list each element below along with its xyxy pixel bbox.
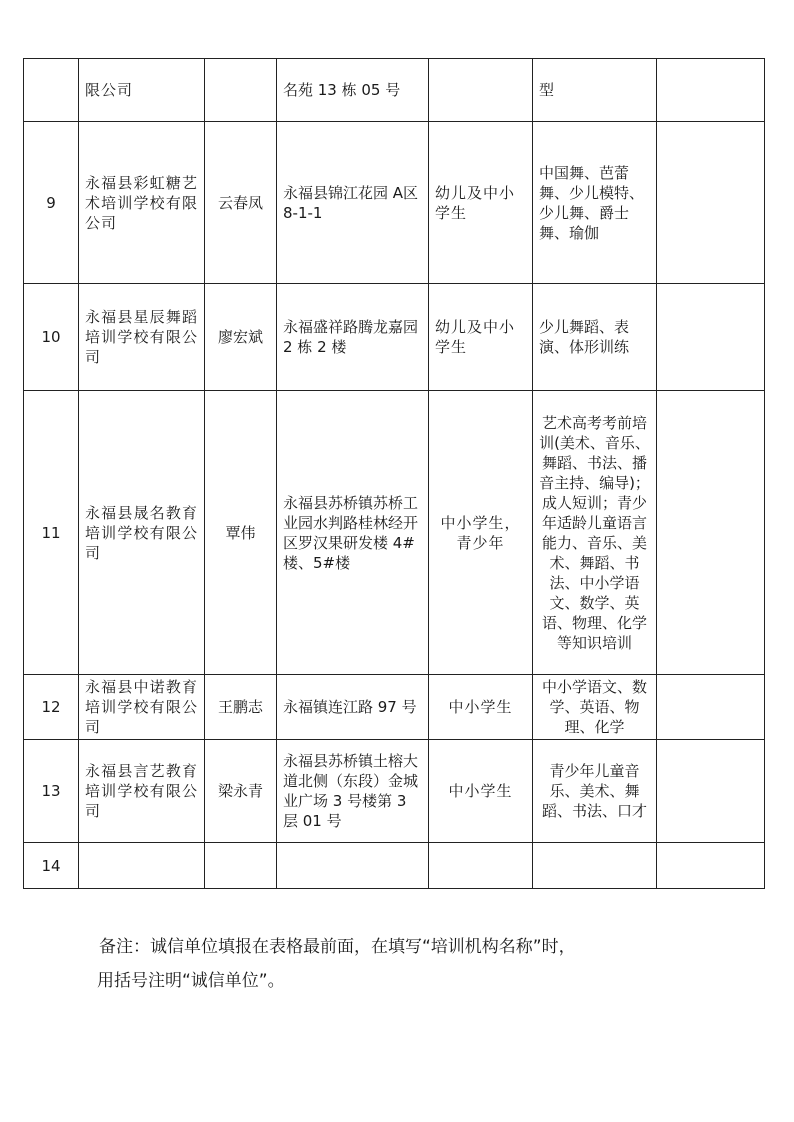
course-content: 青少年儿童音乐、美术、舞蹈、书法、口才 [533,740,657,843]
legal-person: 王鹏志 [205,675,277,740]
institution-name: 永福县晟名教育培训学校有限公司 [79,391,205,675]
legal-person: 梁永青 [205,740,277,843]
course-content: 少儿舞蹈、表演、体形训练 [533,284,657,391]
table-row [24,59,765,122]
row-number: 14 [24,843,79,889]
row-number: 10 [24,284,79,391]
footnote-line-1: 备注：诚信单位填报在表格最前面，在填写“培训机构名称”时， [99,937,576,957]
institution-address: 名苑 13 栋 05 号 [277,59,429,122]
footnote [99,930,699,998]
institution-address [277,843,429,889]
course-content: 中国舞、芭蕾舞、少儿模特、少儿舞、爵士舞、瑜伽 [533,122,657,284]
footnote-line-2: 用括号注明“诚信单位”。 [97,971,285,991]
institution-name: 永福县星辰舞蹈培训学校有限公司 [79,284,205,391]
legal-person: 覃伟 [205,391,277,675]
course-content: 中小学语文、数学、英语、物理、化学 [533,675,657,740]
course-content: 艺术高考考前培训(美术、音乐、舞蹈、书法、播音主持、编导)；成人短训；青少年适龄儿童语言能力、音乐、美术、舞蹈、书法、中小学语文、数学、英语、物理、化学等知识培训 [533,391,657,675]
table-row [24,675,765,740]
target-students: 中小学生，青少年 [429,391,533,675]
course-content: 型 [533,59,657,122]
remarks-cell [657,843,765,889]
target-students: 中小学生 [429,675,533,740]
legal-person: 廖宏斌 [205,284,277,391]
remarks-cell [657,122,765,284]
table-row [24,391,765,675]
target-students [429,59,533,122]
remarks-cell [657,675,765,740]
target-students: 幼儿及中小学生 [429,122,533,284]
institution-name [79,843,205,889]
remarks-cell [657,59,765,122]
training-institution-table [23,58,765,889]
institution-name: 永福县言艺教育培训学校有限公司 [79,740,205,843]
institution-address: 永福镇连江路 97 号 [277,675,429,740]
legal-person [205,59,277,122]
legal-person: 云春凤 [205,122,277,284]
institution-address: 永福盛祥路腾龙嘉园 2 栋 2 楼 [277,284,429,391]
institution-address: 永福县苏桥镇苏桥工业园水判路桂林经开区罗汉果研发楼 4#楼、5#楼 [277,391,429,675]
row-number: 13 [24,740,79,843]
institution-name: 永福县中诺教育培训学校有限公司 [79,675,205,740]
institution-name: 限公司 [79,59,205,122]
row-number [24,59,79,122]
institution-address: 永福县苏桥镇土榕大道北侧（东段）金城业广场 3 号楼第 3 层 01 号 [277,740,429,843]
remarks-cell [657,284,765,391]
row-number: 12 [24,675,79,740]
table-row [24,740,765,843]
target-students: 中小学生 [429,740,533,843]
legal-person [205,843,277,889]
table-row [24,843,765,889]
institution-name: 永福县彩虹糖艺术培训学校有限公司 [79,122,205,284]
target-students: 幼儿及中小学生 [429,284,533,391]
remarks-cell [657,391,765,675]
table-row [24,122,765,284]
table-row [24,284,765,391]
remarks-cell [657,740,765,843]
course-content [533,843,657,889]
target-students [429,843,533,889]
row-number: 11 [24,391,79,675]
institution-address: 永福县锦江花园 A区 8-1-1 [277,122,429,284]
row-number: 9 [24,122,79,284]
